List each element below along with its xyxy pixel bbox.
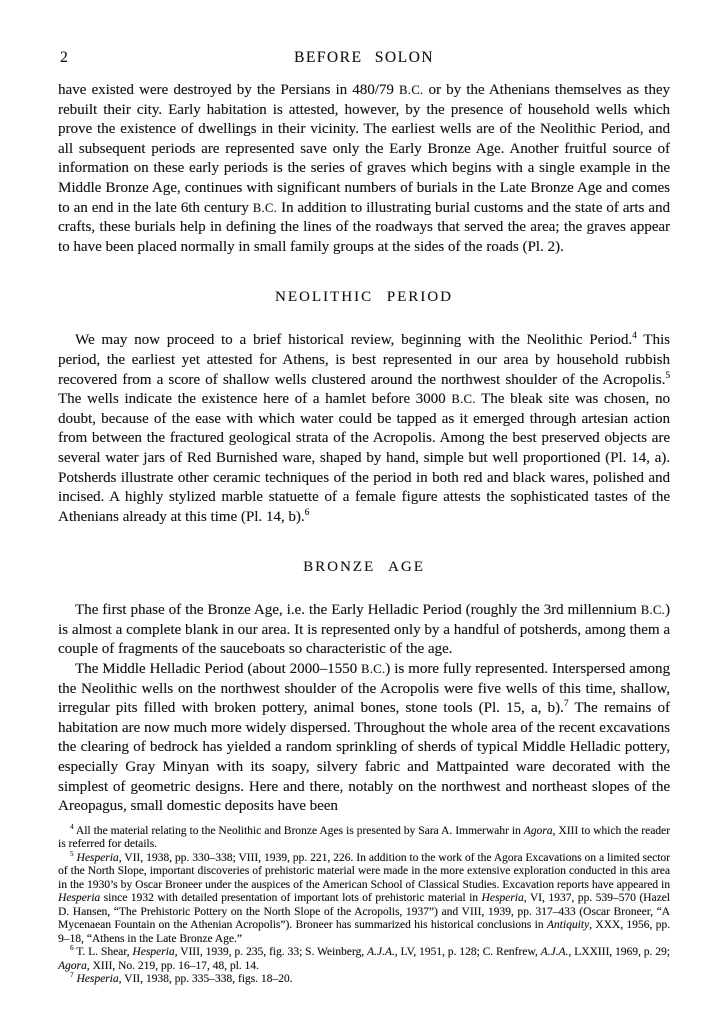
text-run: In addition to illustrating burial customs and the state of arts and crafts, these burials help in defining the lines of the roadways that served the area; the graves appear to have been placed normally in small family groups at the sides of the roads (Pl. 2).	[58, 199, 670, 255]
running-head: BEFORE SOLON	[294, 49, 434, 66]
text-run: B.C.	[399, 83, 424, 97]
section-heading-neolithic-period: NEOLITHIC PERIOD	[275, 289, 453, 306]
footnote-reference: 4	[70, 822, 74, 831]
paragraph-neolithic	[58, 331, 670, 527]
text-run: , VI, 1937, pp. 539–570 (Hazel D. Hansen, “The Prehistoric Pottery on the North Slope of the Acropolis, 1937”) and VIII, 1939, pp. 317–433 (Oscar Broneer, “A Mycenaean Fountain on the Athenian Acropolis”). Broneer has summarized his historical conclusions in	[58, 892, 670, 932]
footnote-reference: 5	[665, 370, 670, 381]
text-run: , VII, 1938, pp. 330–338; VIII, 1939, pp. 221, 226. In addition to the work of the Agora Excavations on a limited sector of the North Slope, important discoveries of prehistoric material were made in the more extensive exploration conducted in this area in the 1930’s by Oscar Broneer under the auspices of the American School of Classical Studies. Excavation reports have appeared in	[58, 851, 671, 891]
footnote-7	[58, 973, 670, 987]
text-run: , LXXIII, 1969, p. 29;	[568, 946, 671, 959]
paragraph-bronze-2	[58, 660, 670, 817]
page-number: 2	[60, 49, 68, 66]
text-run: The remains of habitation are now much more widely dispersed. Throughout the whole area of the recent excavations the clearing of bedrock has yielded a random sprinkling of sherds of typical Middle Helladic pottery, especially Gray Minyan with its soapy, silvery fabric and Mattpainted ware decorated with the simplest of geometric designs. Here and there, notably on the northwest and northeast slopes of the Areopagus, small domestic deposits have been	[58, 700, 671, 815]
footnote-reference: 6	[304, 507, 310, 518]
text-run: Hesperia	[76, 973, 119, 986]
text-run: The first phase of the Bronze Age, i.e. the Early Helladic Period (roughly the 3rd millennium	[75, 602, 641, 619]
page-header	[58, 49, 670, 66]
text-run: since 1932 with detailed presentation of important lots of prehistoric material in	[100, 892, 482, 905]
paragraph-bronze-1	[58, 601, 670, 660]
footnote-5	[58, 849, 671, 947]
text-run: The bleak site was chosen, no doubt, because of the ease with which water could be tapped as it emerged through artesian action from between the fractured geological strata of the Acropolis. Among the best preserved objects are several water jars of Red Burnished ware, shaped by hand, simple but well proportioned (Pl. 14, a). Potsherds illustrate other ceramic techniques of the period in both red and black wares, polished and incised. A highly stylized marble statuette of a female figure attests the sophisticated tastes of the Athenians already at this time (Pl. 14, b).	[58, 391, 670, 525]
text-run: Agora	[58, 959, 87, 972]
text-run: Hesperia	[481, 892, 524, 905]
text-run: , XIII, No. 219, pp. 16–17, 48, pl. 14.	[86, 959, 259, 972]
text-run: The Middle Helladic Period (about 2000–1550	[75, 661, 361, 678]
footnote-6	[58, 946, 670, 973]
text-run: B.C.	[451, 392, 476, 407]
footnote-reference: 7	[70, 971, 74, 980]
text-run: Hesperia	[132, 946, 175, 959]
text-run: A.J.A.	[366, 946, 395, 959]
text-run: or by the Athenians themselves as they rebuilt their city. Early habitation is attested, however, by the presence of household wells which prove the existence of dwellings in their vicinity. The earliest wells are of the Neolithic Period, and all subsequent periods are represented save only the Early Bronze Age. Another fruitful source of information on these early periods is the series of graves which begins with a single example in the Middle Bronze Age, continues with significant numbers of burials in the Late Bronze Age and comes to an end in the late 6th century	[58, 82, 670, 216]
text-run: Antiquity	[546, 919, 590, 932]
footnote-reference: 4	[632, 331, 637, 342]
text-run: This period, the earliest yet attested for Athens, is best represented in our area by household rubbish recovered from a score of shallow wells clustered around the northwest shoulder of the Acropolis.	[58, 332, 670, 388]
text-run: B.C.	[640, 603, 665, 618]
text-run: ) is almost a complete blank in our area. It is represented only by a handful of potsherds, among them a couple of fragments of the sauceboats so characteristic of the age.	[58, 602, 670, 658]
text-run: ) is more fully represented. Interspersed among the Neolithic wells on the northwest shoulder of the Acropolis were five wells of this time, shallow, irregular pits filled with broken pottery, animal bones, stone tools (Pl. 15, a, b).	[58, 661, 670, 717]
text-run: , XIII to which the reader is referred for details.	[58, 824, 670, 851]
footnote-reference: 7	[563, 699, 569, 710]
text-run: , VIII, 1939, p. 235, fig. 33; S. Weinberg,	[174, 946, 367, 959]
text-run: Hesperia	[76, 851, 119, 864]
text-run: , LV, 1951, p. 128; C. Renfrew,	[394, 946, 541, 959]
text-run: A.J.A.	[540, 946, 569, 959]
text-run: Hesperia	[58, 892, 101, 905]
footnote-reference: 5	[70, 849, 74, 858]
text-run: , VII, 1938, pp. 335–338, figs. 18–20.	[118, 973, 293, 986]
text-run: , XXX, 1956, pp. 9–18, “Athens in the Late Bronze Age.”	[58, 919, 671, 945]
footnote-reference: 6	[70, 944, 74, 953]
footnotes-block	[58, 822, 671, 987]
text-run: B.C.	[361, 662, 386, 677]
section-heading-bronze-age: BRONZE AGE	[303, 559, 425, 576]
text-run: have existed were destroyed by the Persians in 480/79	[58, 82, 400, 98]
text-run: The wells indicate the existence here of a hamlet before 3000	[58, 391, 452, 408]
text-run: Agora	[523, 824, 553, 837]
text-run: T. L. Shear,	[73, 946, 133, 959]
footnote-4	[58, 822, 670, 852]
text-run: All the material relating to the Neolithic and Bronze Ages is presented by Sara A. Immerwahr in	[73, 824, 524, 837]
text-run: B.C.	[252, 200, 278, 215]
paragraph-continuation	[58, 81, 670, 257]
text-run: We may now proceed to a brief historical review, beginning with the Neolithic Period.	[75, 332, 633, 349]
